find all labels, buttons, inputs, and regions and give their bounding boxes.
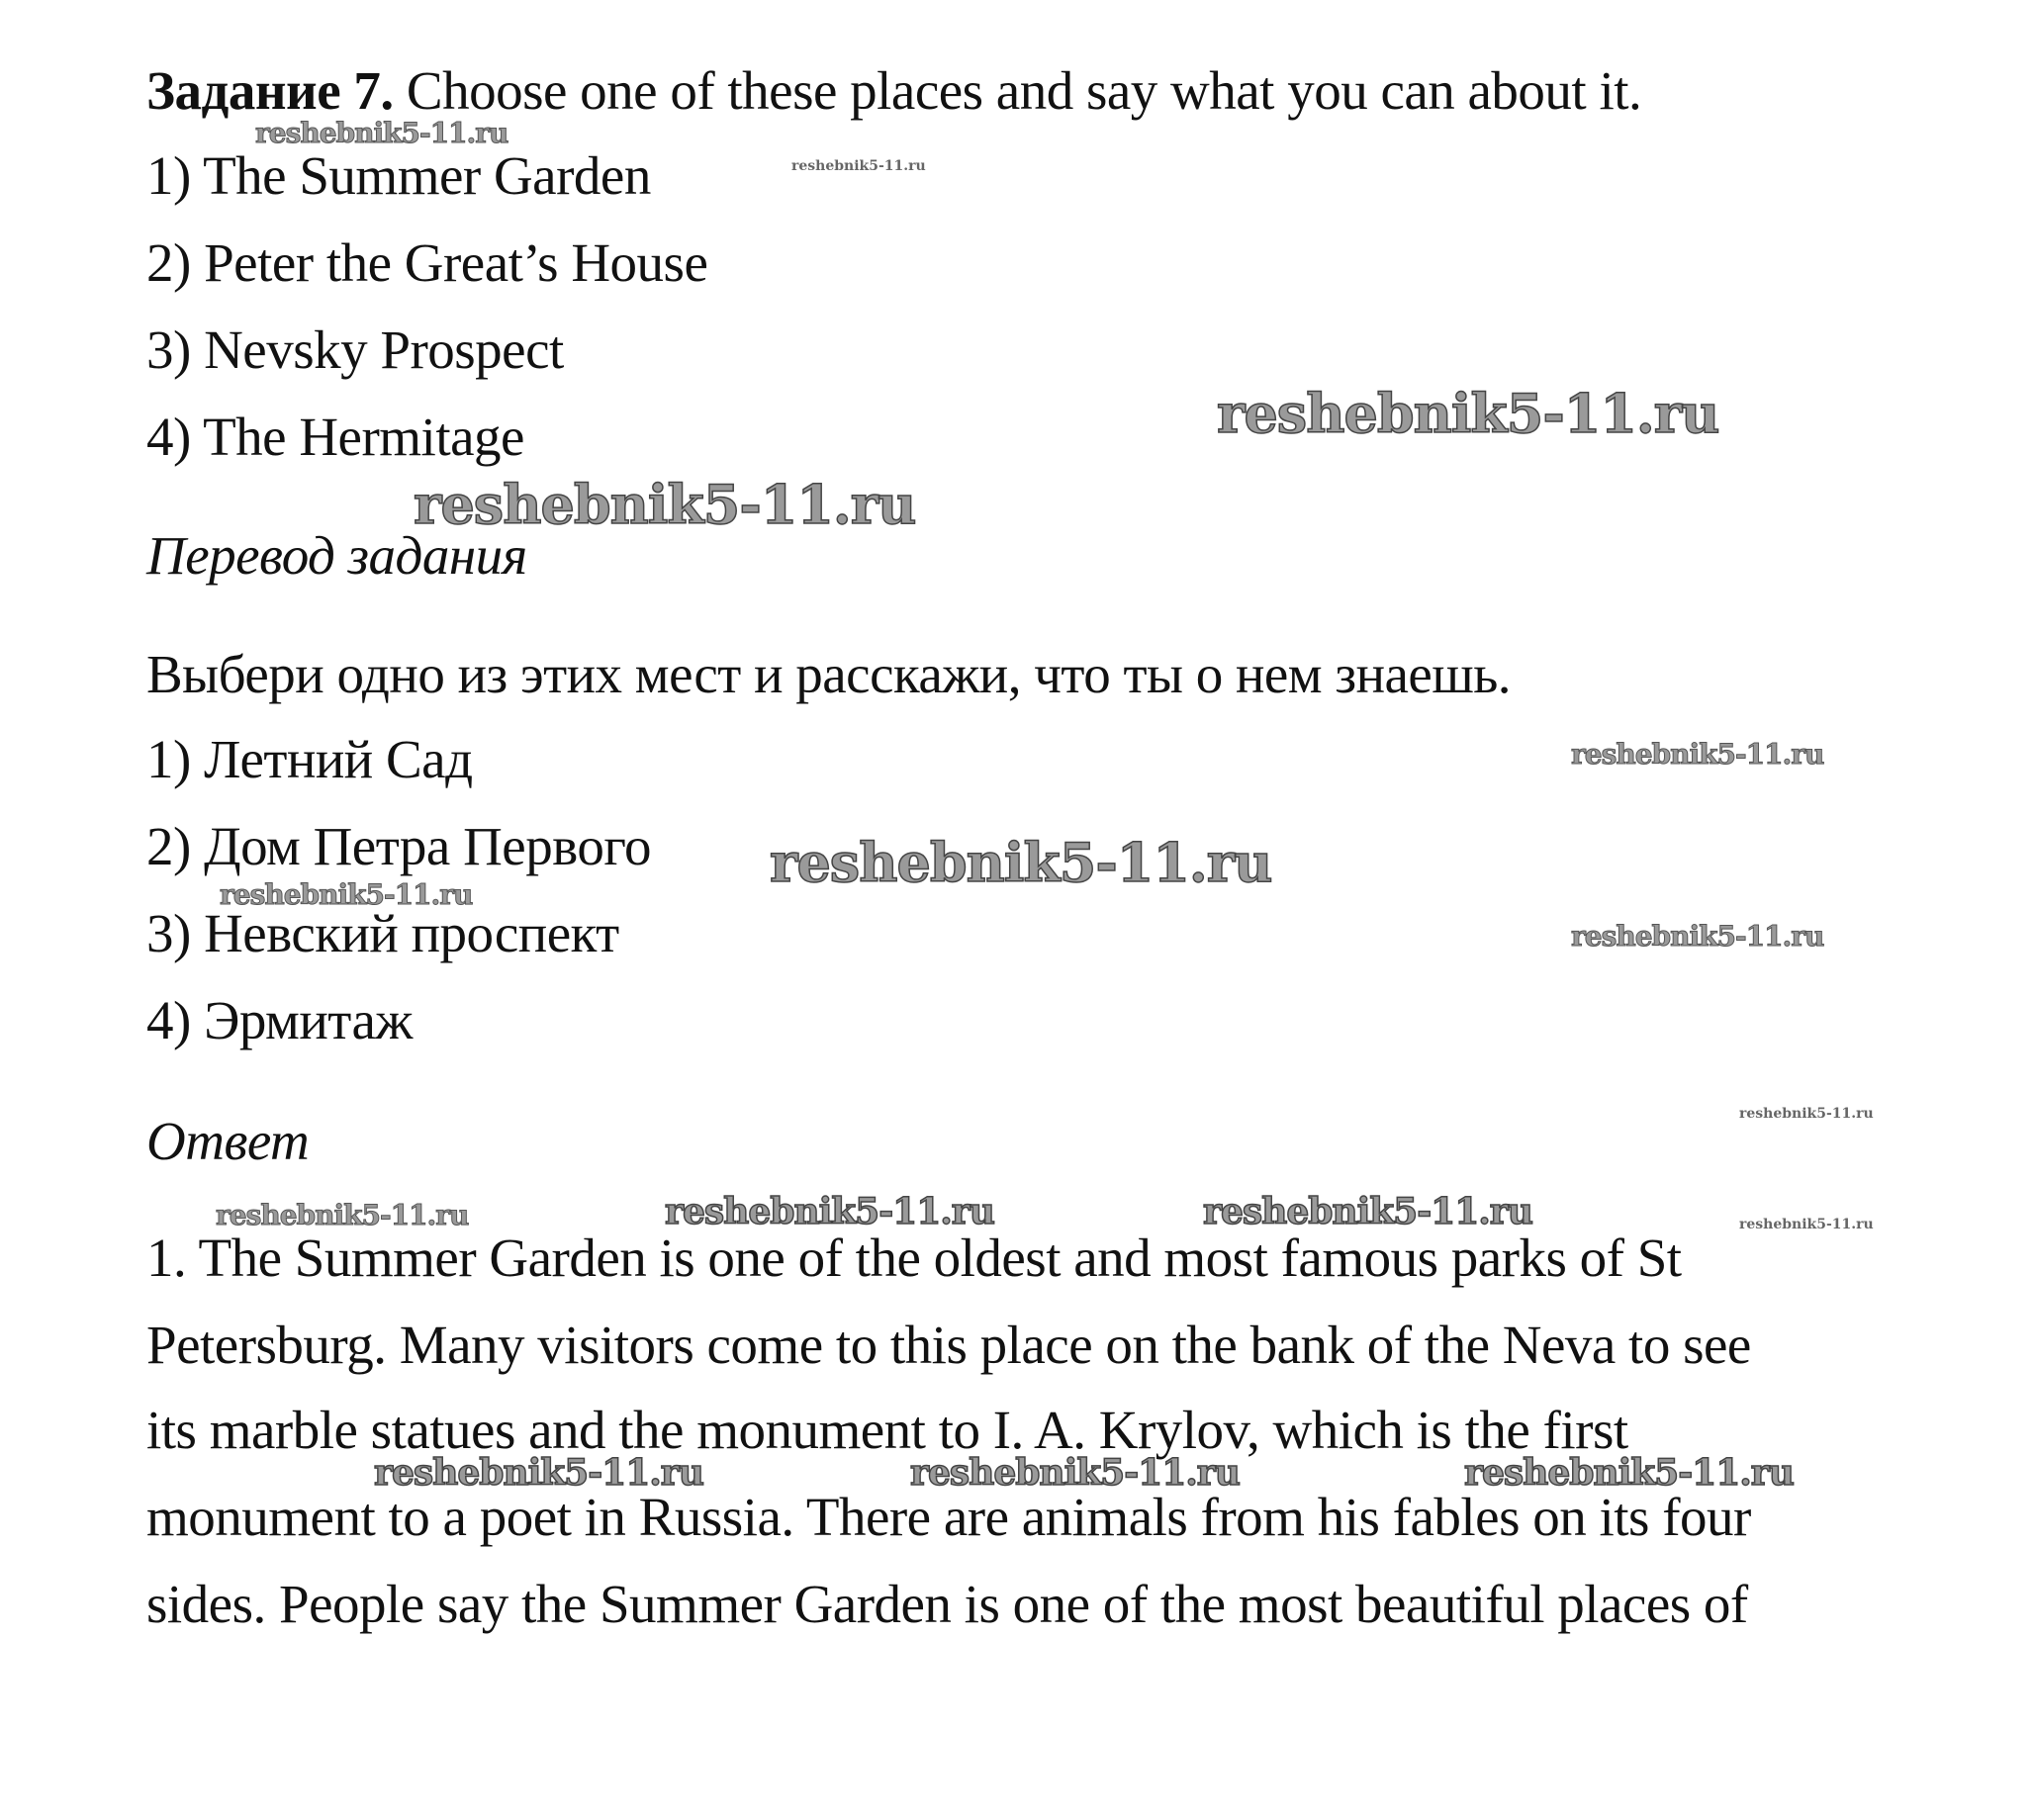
- task-label: Задание 7.: [146, 60, 394, 121]
- translation-item: 1) Летний Сад: [146, 729, 473, 789]
- translation-heading: Перевод задания: [146, 525, 527, 586]
- answer-line: monument to a poet in Russia. There are animals from his fables on its four: [146, 1487, 1751, 1547]
- watermark: reshebnik5-11.ru: [1739, 1217, 1874, 1232]
- task-item: 1) The Summer Garden: [146, 145, 651, 206]
- watermark: reshebnik5-11.ru: [1571, 920, 1824, 953]
- answer-line: Petersburg. Many visitors come to this place on the bank of the Neva to see: [146, 1315, 1751, 1375]
- watermark: reshebnik5-11.ru: [770, 831, 1272, 894]
- answer-heading: Ответ: [146, 1111, 310, 1171]
- translation-item: 3) Невский проспект: [146, 903, 619, 963]
- translation-text: Выбери одно из этих мест и расскажи, что ты о нем знаешь.: [146, 644, 1512, 704]
- task-heading: [146, 59, 1641, 123]
- translation-item: 4) Эрмитаж: [146, 990, 413, 1050]
- watermark: reshebnik5-11.ru: [414, 473, 916, 536]
- answer-line: its marble statues and the monument to I. A. Krylov, which is the first: [146, 1400, 1628, 1460]
- answer-line: 1. The Summer Garden is one of the oldest and most famous parks of St: [146, 1228, 1682, 1288]
- task-text: Choose one of these places and say what you can about it.: [393, 60, 1642, 121]
- task-item: 2) Peter the Great’s House: [146, 232, 708, 293]
- watermark: reshebnik5-11.ru: [1739, 1106, 1874, 1122]
- watermark: reshebnik5-11.ru: [255, 117, 508, 149]
- watermark: reshebnik5-11.ru: [1571, 738, 1824, 771]
- watermark: reshebnik5-11.ru: [910, 1452, 1240, 1494]
- watermark: reshebnik5-11.ru: [1203, 1191, 1532, 1232]
- watermark: reshebnik5-11.ru: [665, 1191, 994, 1232]
- watermark: reshebnik5-11.ru: [374, 1452, 703, 1494]
- watermark: reshebnik5-11.ru: [791, 158, 926, 174]
- watermark: reshebnik5-11.ru: [220, 878, 473, 911]
- watermark: reshebnik5-11.ru: [1464, 1452, 1794, 1494]
- watermark: reshebnik5-11.ru: [1217, 382, 1719, 445]
- watermark: reshebnik5-11.ru: [216, 1199, 469, 1231]
- task-item: 4) The Hermitage: [146, 407, 524, 467]
- task-item: 3) Nevsky Prospect: [146, 319, 564, 380]
- translation-item: 2) Дом Петра Первого: [146, 816, 652, 876]
- answer-line: sides. People say the Summer Garden is one of the most beautiful places of: [146, 1574, 1748, 1634]
